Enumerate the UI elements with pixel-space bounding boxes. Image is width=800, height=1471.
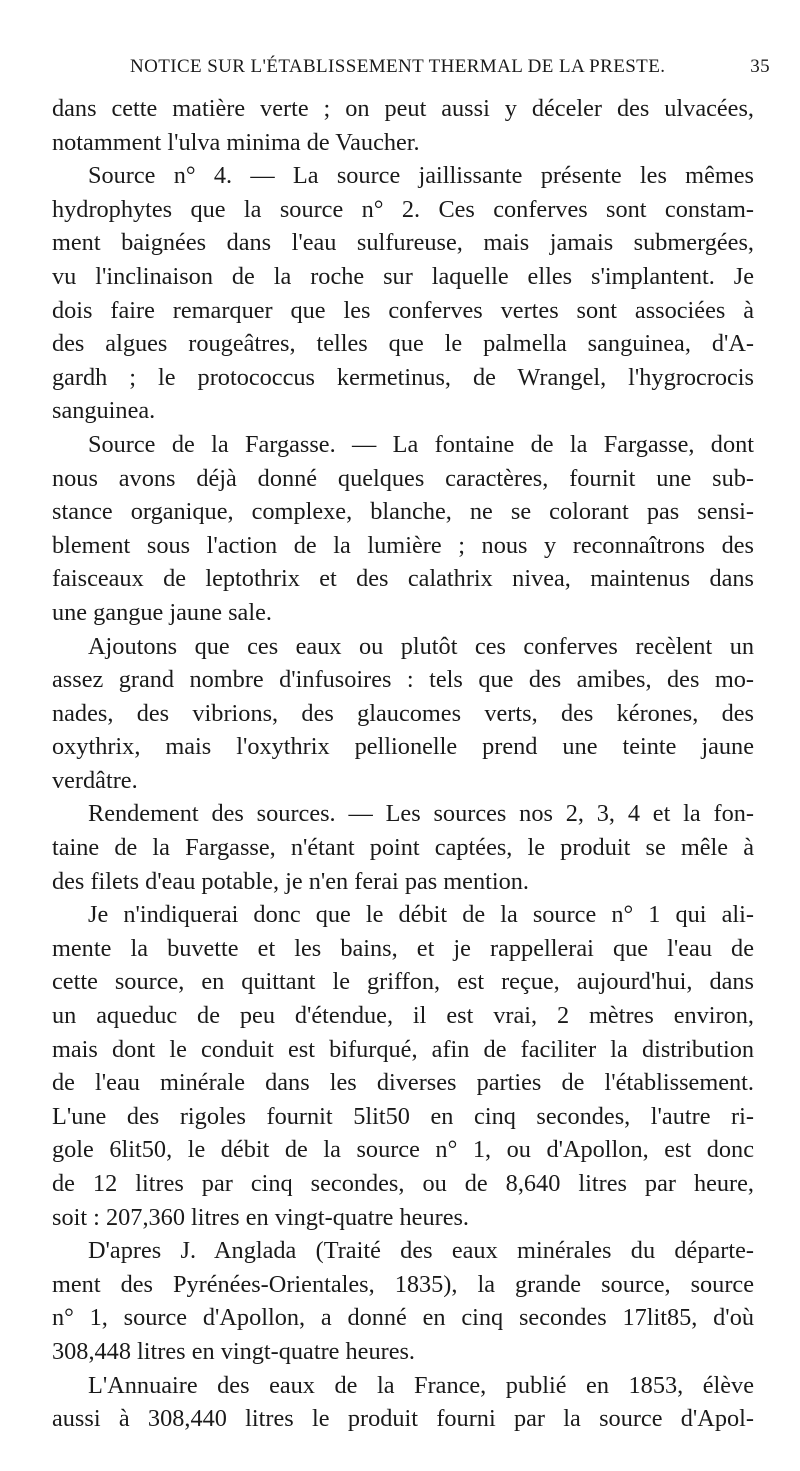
text-line: taine de la Fargasse, n'étant point captées, le produit se mêle à [52, 834, 754, 862]
text-line: un aqueduc de peu d'étendue, il est vrai, 2 mètres environ, [52, 1002, 754, 1030]
text-line: mais dont le conduit est bifurqué, afin de faciliter la distribution [52, 1035, 754, 1063]
text-line: nous avons déjà donné quelques caractères, fournit une sub- [52, 464, 754, 492]
text-line: assez grand nombre d'infusoires : tels que des amibes, des mo- [52, 666, 754, 694]
text-line: L'une des rigoles fournit 5lit50 en cinq secondes, l'autre ri- [52, 1102, 754, 1130]
text-line: dans cette matière verte ; on peut aussi y déceler des ulvacées, [52, 95, 754, 122]
text-line: une gangue jaune sale. [52, 598, 272, 626]
text-line: Je n'indiquerai donc que le débit de la source n° 1 qui ali- [88, 901, 754, 929]
text-line: des filets d'eau potable, je n'en ferai pas mention. [52, 867, 529, 895]
text-line: de 12 litres par cinq secondes, ou de 8,640 litres par heure, [52, 1170, 754, 1197]
text-line: vu l'inclinaison de la roche sur laquelle elles s'implantent. Je [52, 262, 754, 290]
text-line: Ajoutons que ces eaux ou plutôt ces conferves recèlent un [88, 632, 754, 660]
text-line: verdâtre. [52, 766, 138, 794]
text-line: ment des Pyrénées-Orientales, 1835), la grande source, source [52, 1270, 754, 1298]
text-line: oxythrix, mais l'oxythrix pellionelle prend une teinte jaune [52, 733, 754, 761]
text-line: stance organique, complexe, blanche, ne se colorant pas sensi- [52, 498, 754, 526]
text-line: faisceaux de leptothrix et des calathrix nivea, maintenus dans [52, 565, 754, 593]
text-line: des algues rougeâtres, telles que le palmella sanguinea, d'A- [52, 330, 754, 358]
text-line: Source de la Fargasse. — La fontaine de la Fargasse, dont [88, 430, 754, 458]
text-line: n° 1, source d'Apollon, a donné en cinq secondes 17lit85, d'où [52, 1304, 754, 1332]
text-line: blement sous l'action de la lumière ; nous y reconnaîtrons des [52, 531, 754, 559]
text-line: sanguinea. [52, 397, 156, 425]
text-line: ment baignées dans l'eau sulfureuse, mais jamais submergées, [52, 229, 754, 257]
running-title: NOTICE SUR L'ÉTABLISSEMENT THERMAL DE LA PRESTE. [130, 56, 666, 77]
text-line: soit : 207,360 litres en vingt-quatre heures. [52, 1203, 470, 1231]
text-line: gardh ; le protococcus kermetinus, de Wrangel, l'hygrocrocis [52, 363, 754, 391]
text-line: Source n° 4. — La source jaillissante présente les mêmes [88, 162, 754, 190]
text-line: aussi à 308,440 litres le produit fourni par la source d'Apol- [52, 1405, 754, 1433]
text-line: mente la buvette et les bains, et je rappellerai que l'eau de [52, 934, 754, 962]
text-line: Rendement des sources. — Les sources nos 2, 3, 4 et la fon- [88, 800, 754, 828]
text-line: de l'eau minérale dans les diverses parties de l'établissement. [52, 1069, 754, 1097]
running-header [52, 56, 770, 84]
text-line: D'apres J. Anglada (Traité des eaux minérales du départe- [88, 1237, 754, 1265]
text-line: L'Annuaire des eaux de la France, publié en 1853, élève [88, 1371, 754, 1399]
text-line: dois faire remarquer que les conferves vertes sont associées à [52, 296, 754, 324]
page-body-text [52, 92, 754, 1436]
text-line: gole 6lit50, le débit de la source n° 1, ou d'Apollon, est donc [52, 1136, 754, 1164]
text-line: 308,448 litres en vingt-quatre heures. [52, 1337, 416, 1365]
text-line: nades, des vibrions, des glaucomes verts, des kérones, des [52, 699, 754, 727]
text-line: notamment l'ulva minima de Vaucher. [52, 128, 420, 156]
page-number: 35 [750, 56, 770, 77]
text-line: hydrophytes que la source n° 2. Ces conferves sont constam- [52, 195, 754, 223]
text-line: cette source, en quittant le griffon, est reçue, aujourd'hui, dans [52, 968, 754, 996]
